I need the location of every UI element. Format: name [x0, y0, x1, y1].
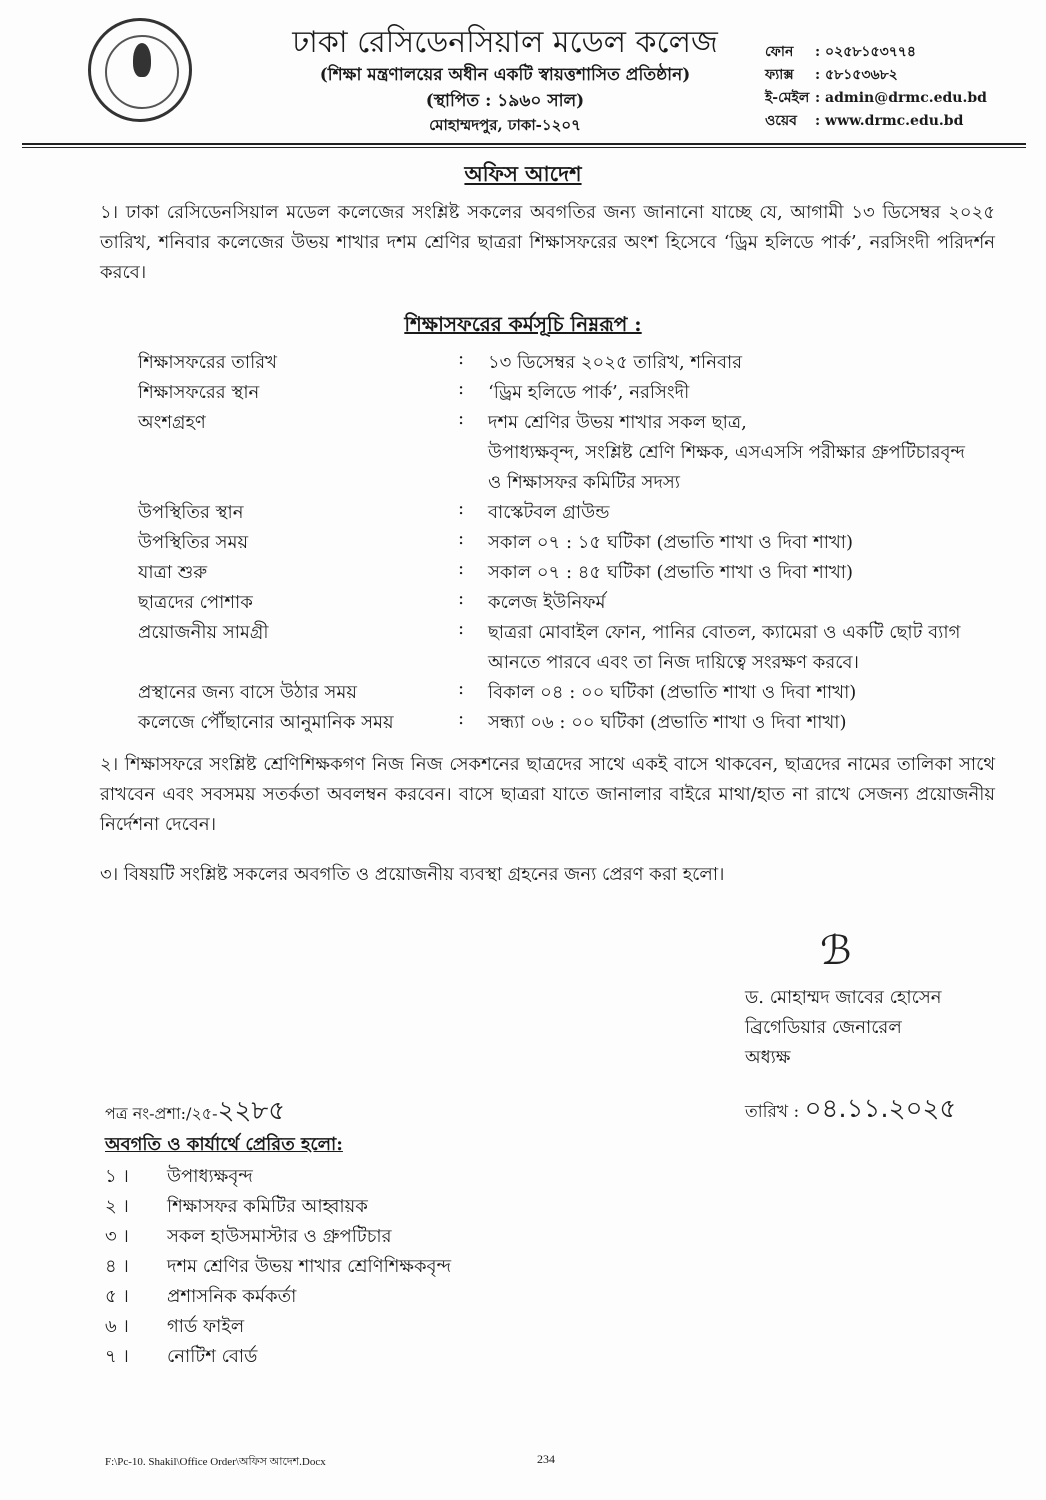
contact-label: ই-মেইল — [765, 90, 810, 106]
distribution-item — [105, 1342, 257, 1373]
page-number: 234 — [537, 1452, 555, 1466]
schedule-label: শিক্ষাসফরের তারিখ — [138, 352, 278, 373]
paragraph-3: ৩। বিষয়টি সংশ্লিষ্ট সকলের অবগতি ও প্রয়োজনীয় ব্যবস্থা গ্রহনের জন্য প্রেরণ করা হলো। — [100, 864, 725, 885]
college-subtitle: (শিক্ষা মন্ত্রণালয়ের অধীন একটি স্বায়ত্তশাসিত প্রতিষ্ঠান) — [319, 65, 691, 85]
schedule-value: আনতে পারবে এবং তা নিজ দায়িত্বে সংরক্ষণ করবে। — [488, 652, 859, 673]
reference-number — [105, 1090, 285, 1134]
item-text: প্রশাসনিক কর্মকর্তা — [167, 1286, 297, 1307]
college-name: ঢাকা রেসিডেনসিয়াল মডেল কলেজ — [292, 25, 718, 60]
header-divider-thin — [22, 147, 1026, 148]
paragraph-1: ১। ঢাকা রেসিডেনসিয়াল মডেল কলেজের সংশ্লিষ্ট সকলের অবগতির জন্য জানানো যাচ্ছে যে, আগামী ১৩ ডিসেম্বর ২০২৫ তারিখ, শনিবার কলেজের উভয় শাখার দশম শ্রেণির ছাত্ররা শিক্ষাসফরের অংশ হিসেবে ‘ড্রিম হলিডে পার্ক’, নরসিংদী পরিদর্শন করবে। — [100, 202, 995, 283]
item-text: নোটিশ বোর্ড — [167, 1346, 258, 1367]
schedule-label: যাত্রা শুরু — [138, 562, 208, 583]
item-number: ৪ । — [105, 1256, 129, 1277]
contact-value: : www.drmc.edu.bd — [815, 113, 964, 129]
item-number: ১ । — [105, 1166, 129, 1187]
contact-value: : ০২৫৮১৫৩৭৭৪ — [815, 44, 916, 60]
item-text: দশম শ্রেণির উভয় শাখার শ্রেণিশিক্ষকবৃন্দ — [167, 1256, 452, 1277]
schedule-value: সন্ধ্যা ০৬ : ০০ ঘটিকা (প্রভাতি শাখা ও দিবা শাখা) — [488, 712, 847, 733]
colon: : — [458, 498, 465, 519]
contact-value: : ৫৮১৫৩৬৮২ — [815, 67, 898, 83]
schedule-label: উপস্থিতির স্থান — [138, 502, 244, 523]
schedule-value: কলেজ ইউনিফর্ম — [488, 592, 606, 613]
distribution-item — [105, 1252, 451, 1283]
colon: : — [458, 558, 465, 579]
date-handwritten-value: ০৪.১১.২০২৫ — [804, 1094, 957, 1124]
distribution-item — [105, 1282, 296, 1313]
schedule-label: ছাত্রদের পোশাক — [138, 592, 253, 613]
colon: : — [458, 708, 465, 729]
contact-value: : admin@drmc.edu.bd — [815, 90, 987, 106]
schedule-label: অংশগ্রহণ — [138, 412, 206, 433]
item-number: ২ । — [105, 1196, 129, 1217]
schedule-label: শিক্ষাসফরের স্থান — [138, 382, 260, 403]
schedule-value: ১৩ ডিসেম্বর ২০২৫ তারিখ, শনিবার — [488, 352, 743, 373]
signatory-name: ড. মোহাম্মদ জাবের হোসেন — [745, 987, 942, 1008]
colon: : — [458, 528, 465, 549]
colon: : — [458, 378, 465, 399]
document-title: অফিস আদেশ — [464, 161, 582, 186]
address: মোহাম্মদপুর, ঢাকা-১২০৭ — [429, 116, 581, 134]
signatory-designation: অধ্যক্ষ — [745, 1047, 791, 1068]
signature: ℬ — [820, 928, 852, 974]
schedule-label: উপস্থিতির সময় — [138, 532, 249, 553]
schedule-value: ও শিক্ষাসফর কমিটির সদস্য — [488, 472, 681, 493]
item-number: ৬ । — [105, 1316, 129, 1337]
contact-row — [765, 40, 916, 64]
schedule-label: প্রস্থানের জন্য বাসে উঠার সময় — [138, 682, 358, 703]
item-text: শিক্ষাসফর কমিটির আহ্বায়ক — [167, 1196, 368, 1217]
schedule-heading: শিক্ষাসফরের কর্মসূচি নিম্নরূপ : — [404, 312, 642, 336]
item-number: ৫ । — [105, 1286, 129, 1307]
schedule-value: বাস্কেটবল গ্রাউন্ড — [488, 502, 610, 523]
item-text: গার্ড ফাইল — [167, 1316, 245, 1337]
reference-label: পত্র নং-প্রশা:/২৫- — [105, 1104, 218, 1123]
date — [745, 1088, 956, 1132]
contact-label: ওয়েব — [765, 113, 797, 129]
schedule-value: সকাল ০৭ : ৪৫ ঘটিকা (প্রভাতি শাখা ও দিবা শাখা) — [488, 562, 854, 583]
schedule-label: প্রয়োজনীয় সামগ্রী — [138, 622, 269, 643]
colon: : — [458, 678, 465, 699]
distribution-item — [105, 1192, 368, 1223]
paragraph-2: ২। শিক্ষাসফরে সংশ্লিষ্ট শ্রেণিশিক্ষকগণ নিজ নিজ সেকশনের ছাত্রদের সাথে একই বাসে থাকবেন, ছাত্রদের নামের তালিকা সাথে রাখবেন এবং সবসময় সতর্কতা অবলম্বন করবেন। বাসে ছাত্ররা যাতে জানালার বাইরে মাথা/হাত না রাখে সেজন্য প্রয়োজনীয় নির্দেশনা দেবেন। — [100, 754, 995, 835]
contact-label: ফ্যাক্স — [765, 67, 794, 83]
contact-label: ফোন — [765, 44, 794, 60]
item-number: ৭ । — [105, 1346, 129, 1367]
contact-row — [765, 109, 963, 133]
file-path: F:\Pc-10. Shakil\Office Order\অফিস আদেশ.Docx — [105, 1456, 326, 1468]
schedule-value: সকাল ০৭ : ১৫ ঘটিকা (প্রভাতি শাখা ও দিবা শাখা) — [488, 532, 854, 553]
item-text: উপাধ্যক্ষবৃন্দ — [167, 1166, 253, 1187]
header-divider — [22, 143, 1026, 145]
distribution-item — [105, 1312, 244, 1343]
distribution-heading: অবগতি ও কার্যার্থে প্রেরিত হলো: — [105, 1134, 343, 1155]
contact-row — [765, 86, 987, 110]
date-label: তারিখ : — [745, 1102, 800, 1122]
distribution-item — [105, 1162, 253, 1193]
colon: : — [458, 588, 465, 609]
schedule-label: কলেজে পৌঁছানোর আনুমানিক সময় — [138, 712, 394, 733]
distribution-item — [105, 1222, 392, 1253]
contact-row — [765, 63, 898, 87]
signatory-rank: ব্রিগেডিয়ার জেনারেল — [745, 1017, 902, 1038]
item-number: ৩ । — [105, 1226, 129, 1247]
established: (স্থাপিত : ১৯৬০ সাল) — [425, 91, 585, 111]
schedule-value: ছাত্ররা মোবাইল ফোন, পানির বোতল, ক্যামেরা ও একটি ছোট ব্যাগ — [488, 622, 961, 643]
schedule-value: দশম শ্রেণির উভয় শাখার সকল ছাত্র, — [488, 412, 747, 433]
schedule-value: বিকাল ০৪ : ০০ ঘটিকা (প্রভাতি শাখা ও দিবা শাখা) — [488, 682, 857, 703]
colon: : — [458, 618, 465, 639]
colon: : — [458, 408, 465, 429]
item-text: সকল হাউসমাস্টার ও গ্রুপটিচার — [167, 1226, 392, 1247]
schedule-value: উপাধ্যক্ষবৃন্দ, সংশ্লিষ্ট শ্রেণি শিক্ষক, এসএসসি পরীক্ষার গ্রুপটিচারবৃন্দ — [488, 442, 965, 463]
colon: : — [458, 348, 465, 369]
reference-handwritten-number: ২২৮৫ — [217, 1096, 286, 1126]
schedule-value: ‘ড্রিম হলিডে পার্ক’, নরসিংদী — [488, 382, 690, 403]
